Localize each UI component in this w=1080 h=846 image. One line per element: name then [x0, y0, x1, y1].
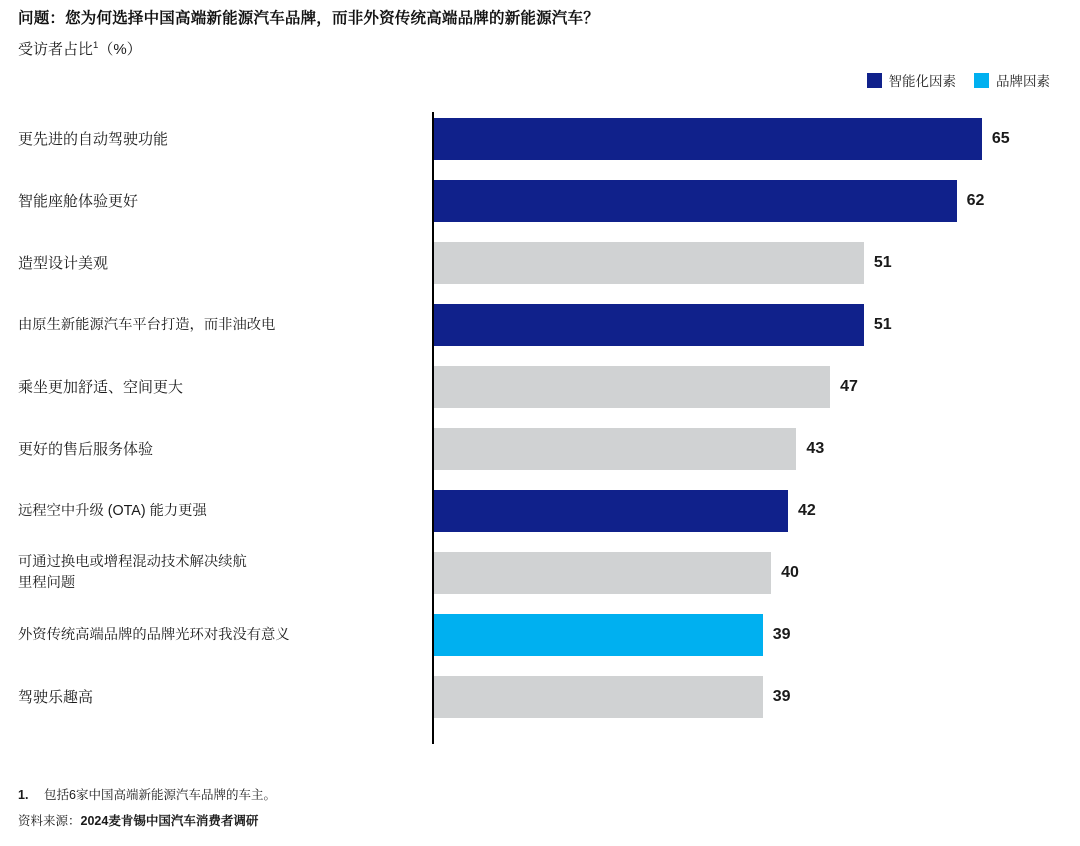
bar-row [18, 294, 1062, 356]
bar [434, 552, 771, 594]
bar-row-label: 可通过换电或增程混动技术解决续航 里程问题 [18, 554, 247, 591]
footnote-1 [18, 786, 1018, 805]
legend-item-brand [974, 70, 1050, 90]
bar-wrapper [434, 428, 824, 470]
bar [434, 614, 763, 656]
legend-item-intelligence [867, 70, 957, 90]
bar-value-label: 39 [772, 688, 791, 705]
bar-value-label: 51 [873, 316, 892, 333]
bar-row-label: 更先进的自动驾驶功能 [18, 130, 169, 148]
bar-wrapper [434, 242, 892, 284]
bar-value-label: 42 [798, 502, 816, 519]
source-line [18, 812, 1018, 831]
bar-value-label: 51 [873, 254, 892, 271]
legend-label: 智能化因素 [888, 74, 956, 89]
footnotes [18, 786, 1018, 831]
bar-row [18, 480, 1062, 542]
bar-wrapper [434, 614, 791, 656]
bar [434, 242, 864, 284]
bar-rows [18, 108, 1062, 728]
bar-value-label: 47 [840, 378, 858, 395]
bar-row-label: 乘坐更加舒适、空间更大 [18, 378, 184, 396]
bar-row [18, 108, 1062, 170]
subtitle-prefix: 受访者占比 [18, 41, 94, 58]
bar-value-label: 62 [966, 192, 985, 209]
bar-row-label: 远程空中升级 (OTA) 能力更强 [18, 502, 207, 519]
bar-row [18, 232, 1062, 294]
page-title: 问题：您为何选择中国高端新能源汽车品牌，而非外资传统高端品牌的新能源汽车？ [18, 10, 599, 27]
bar [434, 676, 763, 718]
bar-wrapper [434, 366, 858, 408]
subtitle-footnote-marker: 1 [93, 40, 99, 51]
bar-wrapper [434, 490, 816, 532]
bar-wrapper [434, 676, 791, 718]
bar-chart [18, 108, 1062, 748]
source-label: 资料来源： [18, 814, 81, 828]
subtitle-suffix: （%） [98, 41, 142, 58]
bar-row [18, 356, 1062, 418]
bar-wrapper [434, 118, 1010, 160]
bar [434, 366, 830, 408]
bar-wrapper [434, 180, 984, 222]
bar-row [18, 666, 1062, 728]
bar-row-label: 驾驶乐趣高 [18, 688, 94, 706]
footnote-number: 1. [18, 788, 29, 802]
bar [434, 180, 957, 222]
bar-row [18, 542, 1062, 604]
legend-label: 品牌因素 [996, 74, 1050, 89]
bar-value-label: 40 [781, 564, 799, 581]
bar-value-label: 43 [806, 440, 825, 457]
legend-swatch-icon [867, 73, 882, 88]
bar-row-label: 更好的售后服务体验 [18, 440, 154, 458]
bar-row [18, 604, 1062, 666]
bar-row-label: 外资传统高端品牌的品牌光环对我没有意义 [18, 626, 290, 643]
bar [434, 118, 982, 160]
bar-value-label: 39 [772, 626, 791, 643]
source-text: 2024麦肯锡中国汽车消费者调研 [80, 814, 259, 828]
legend-swatch-icon [974, 73, 989, 88]
chart-legend [867, 70, 1051, 90]
bar-wrapper [434, 552, 799, 594]
chart-header [18, 8, 1058, 60]
bar [434, 428, 796, 470]
bar [434, 304, 864, 346]
bar-row [18, 170, 1062, 232]
bar-row-label: 由原生新能源汽车平台打造，而非油改电 [18, 316, 276, 333]
bar-row-label: 造型设计美观 [18, 254, 109, 272]
bar-value-label: 65 [991, 130, 1010, 147]
chart-subtitle [18, 36, 1058, 60]
bar [434, 490, 788, 532]
footnote-text: 包括6家中国高端新能源汽车品牌的车主。 [44, 788, 276, 802]
bar-row-label: 智能座舱体验更好 [18, 192, 139, 210]
bar-wrapper [434, 304, 892, 346]
bar-row [18, 418, 1062, 480]
